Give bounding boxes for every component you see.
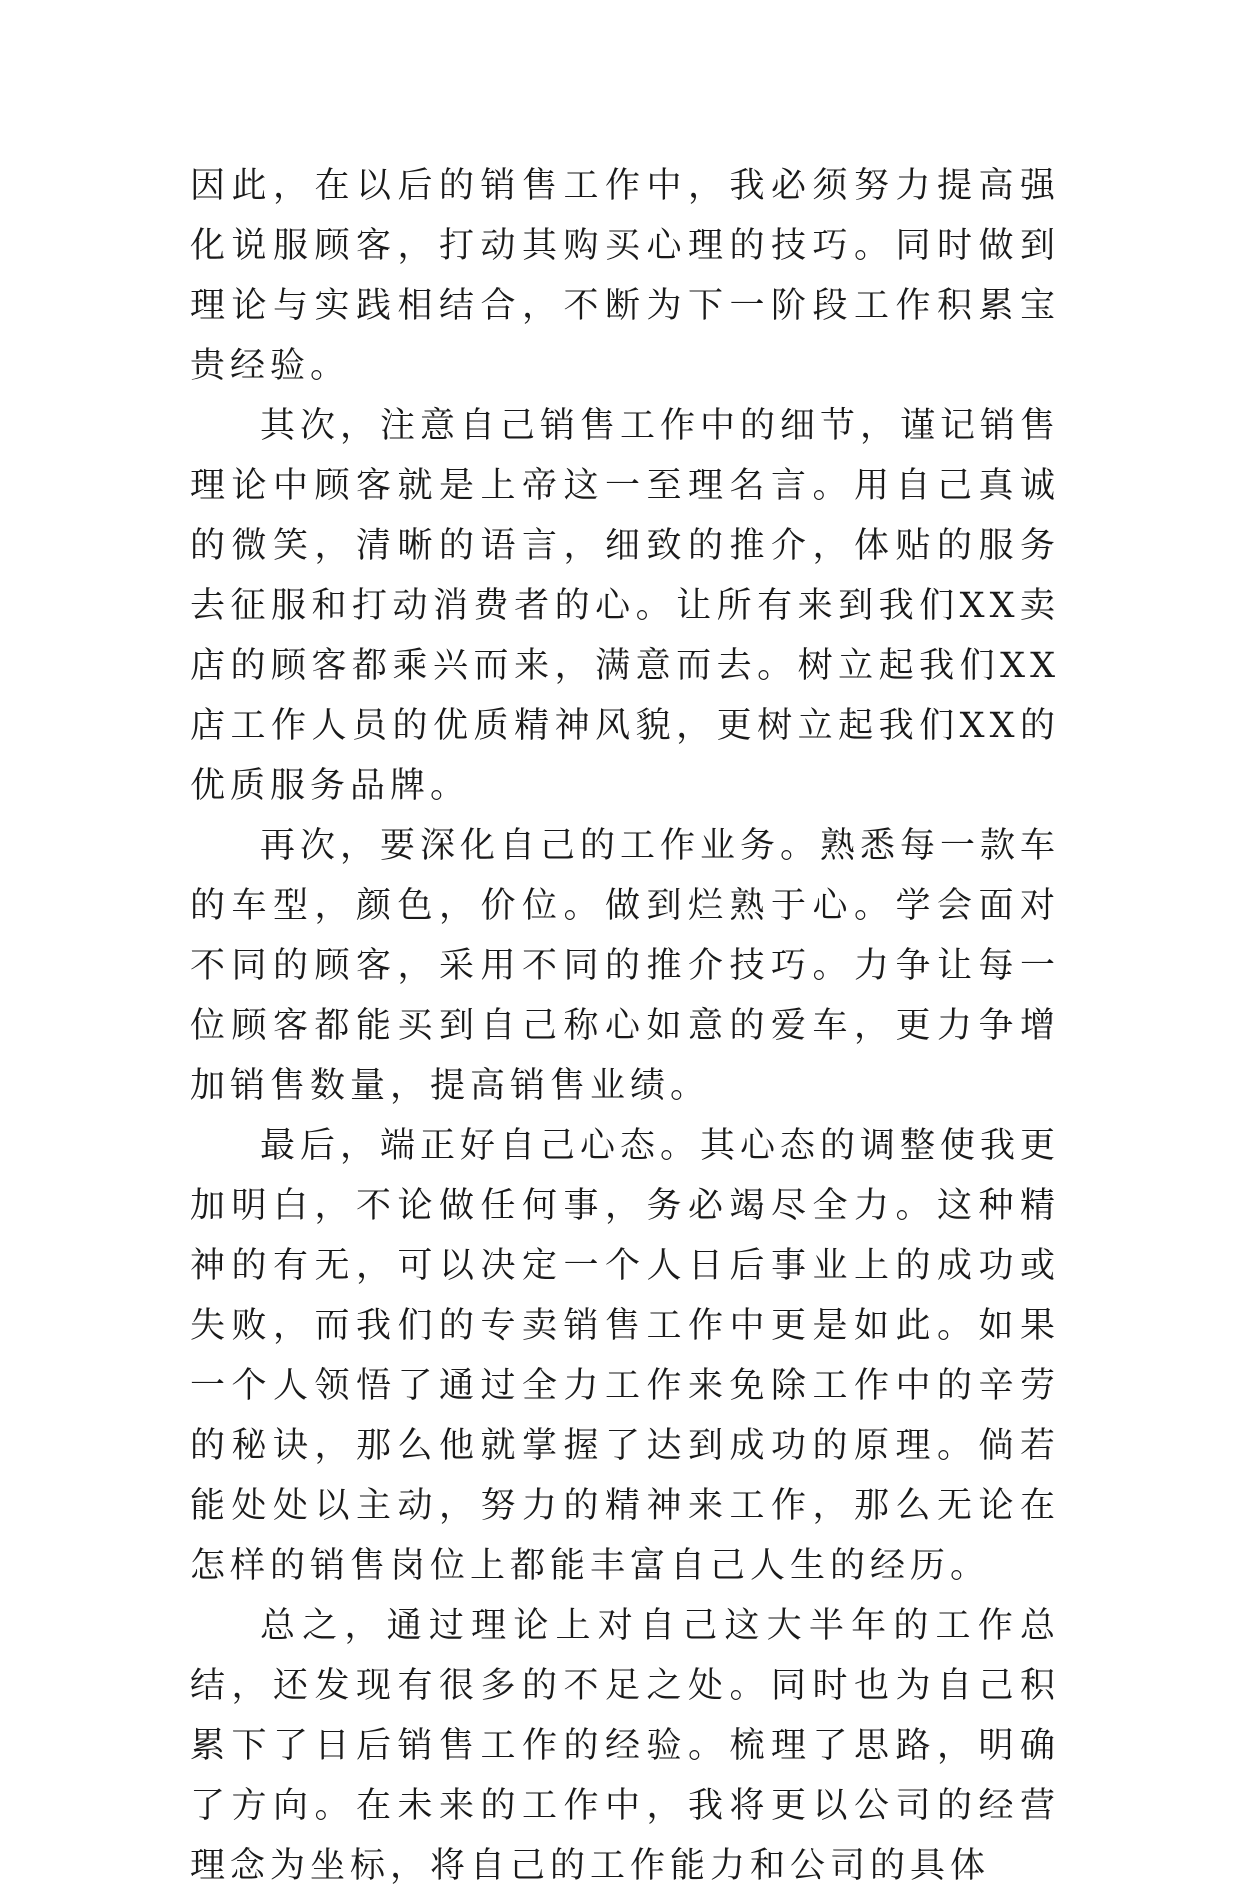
paragraph-continuation: 因此，在以后的销售工作中，我必须努力提高强化说服顾客，打动其购买心理的技巧。同时做到理论与实践相结合，不断为下一阶段工作积累宝贵经验。 <box>190 166 1060 386</box>
paragraph-thirdly: 再次，要深化自己的工作业务。熟悉每一款车的车型，颜色，价位。做到烂熟于心。学会面对不同的顾客，采用不同的推介技巧。力争让每一位顾客都能买到自己称心如意的爱车，更力争增加销售数量，提高销售业绩。 <box>190 826 1061 1106</box>
paragraph-summary: 总之，通过理论上对自己这大半年的工作总结，还发现有很多的不足之处。同时也为自己积累下了日后销售工作的经验。梳理了思路，明确了方向。在未来的工作中，我将更以公司的经营理念为坐标，将自己的工作能力和公司的具体 <box>190 1606 1060 1886</box>
paragraph-secondly: 其次，注意自己销售工作中的细节，谨记销售理论中顾客就是上帝这一至理名言。用自己真诚的微笑，清晰的语言，细致的推介，体贴的服务去征服和打动消费者的心。让所有来到我们XX卖店的顾客都乘兴而来，满意而去。树立起我们XX店工作人员的优质精神风貌，更树立起我们XX的优质服务品牌。 <box>190 406 1061 806</box>
document-body <box>190 156 1060 1896</box>
paragraph-finally: 最后，端正好自己心态。其心态的调整使我更加明白，不论做任何事，务必竭尽全力。这种精神的有无，可以决定一个人日后事业上的成功或失败，而我们的专卖销售工作中更是如此。如果一个人领悟了通过全力工作来免除工作中的辛劳的秘诀，那么他就掌握了达到成功的原理。倘若能处处以主动，努力的精神来工作，那么无论在怎样的销售岗位上都能丰富自己人生的经历。 <box>190 1126 1061 1586</box>
